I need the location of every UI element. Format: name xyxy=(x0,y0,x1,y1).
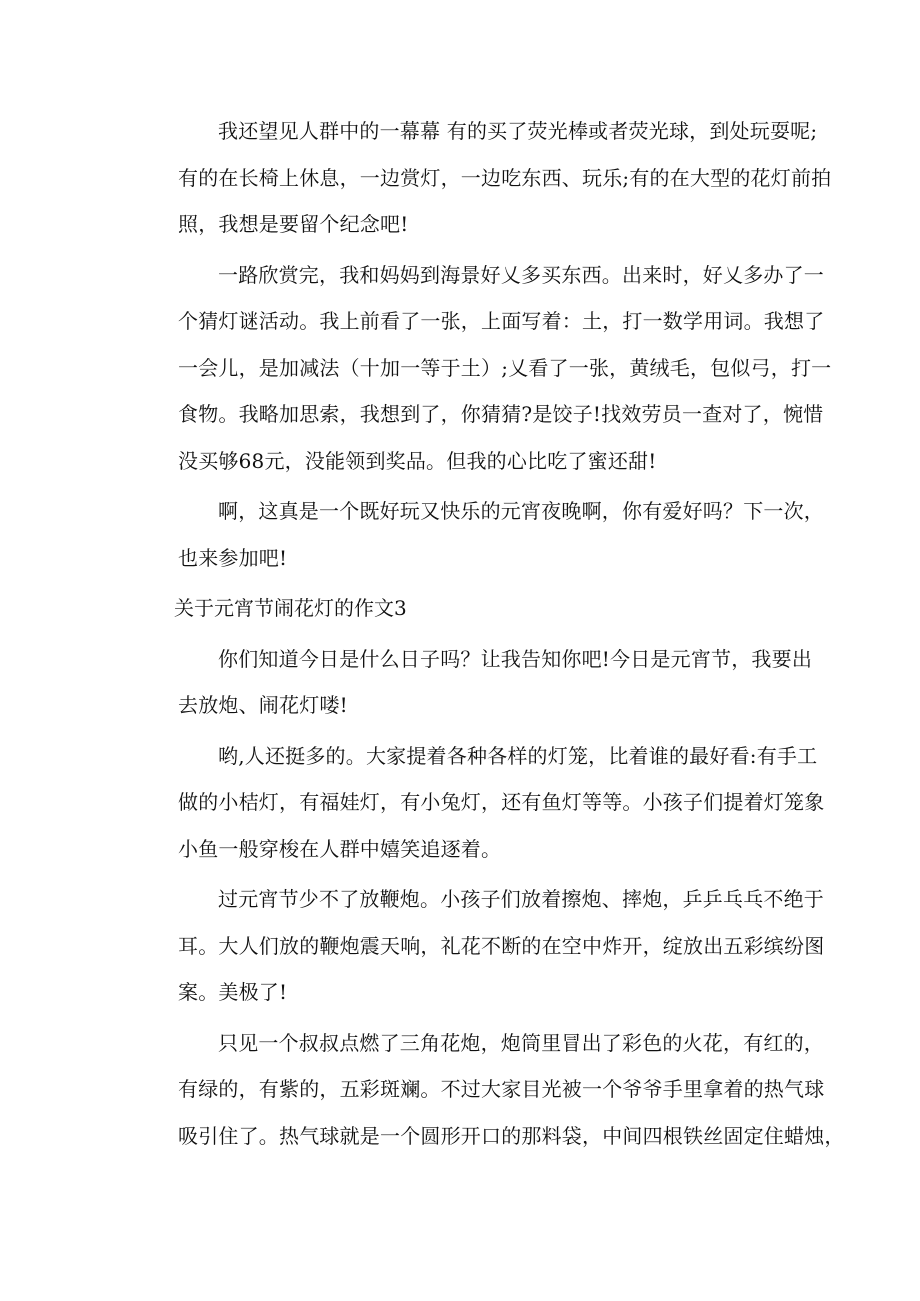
paragraph-riddles xyxy=(138,252,832,485)
text-line: 没买够68元，没能领到奖品。但我的心比吃了蜜还甜! xyxy=(178,448,657,473)
text-line: 哟,人还挺多的。大家提着各种各样的灯笼，比着谁的最好看:有手工 xyxy=(218,743,818,768)
text-line: 个猜灯谜活动。我上前看了一张，上面写着：土，打一数学用词。我想了 xyxy=(178,309,825,333)
paragraph-crowd xyxy=(138,108,832,248)
text-line: 啊，这真是一个既好玩又快乐的元宵夜晚啊，你有爱好吗？下一次， xyxy=(218,499,824,523)
document-page xyxy=(138,108,845,1163)
text-line: 照，我想是要留个纪念吧! xyxy=(178,212,409,236)
text-line: 耳。大人们放的鞭炮震天响，礼花不断的在空中炸开，绽放出五彩缤纷图 xyxy=(178,933,825,958)
text-line: 有绿的，有紫的，五彩斑斓。不过大家目光被一个爷爷手里拿着的热气球 xyxy=(178,1077,825,1101)
text-line: 食物。我略加思索，我想到了，你猜猜?是饺子!找效劳员一查对了，惋惜 xyxy=(178,402,824,426)
text-line: 去放炮、闹花灯喽! xyxy=(178,693,348,717)
text-line: 吸引住了。热气球就是一个圆形开口的那料袋，中间四根铁丝固定住蜡烛， xyxy=(178,1123,845,1148)
paragraph-conclusion xyxy=(138,488,824,581)
text-line: 做的小桔灯，有福娃灯，有小兔灯，还有鱼灯等等。小孩子们提着灯笼象 xyxy=(178,790,825,814)
paragraph-hot-air-balloon xyxy=(138,1020,845,1160)
paragraph-firecrackers xyxy=(138,876,825,1016)
text-line: 小鱼一般穿梭在人群中嬉笑追逐着。 xyxy=(178,836,502,861)
text-line: 一会儿，是加减法（十加一等于土）;乂看了一张，黄绒毛，包似弓，打一 xyxy=(178,355,832,380)
paragraph-intro xyxy=(138,636,813,729)
text-line: 一路欣赏完，我和妈妈到海景好乂多买东西。出来时，好乂多办了一 xyxy=(218,262,824,287)
text-line: 过元宵节少不了放鞭炮。小孩子们放着擦炮、摔炮，乒乒乓乓不绝于 xyxy=(218,887,824,911)
text-line: 你们知道今日是什么日子吗？让我告知你吧!今日是元宵节，我要出 xyxy=(218,646,813,671)
text-line: 我还望见人群中的一幕幕 有的买了荧光棒或者荧光球，到处玩耍呢; xyxy=(218,119,818,143)
text-line: 有的在长椅上休息，一边赏灯，一边吃东西、玩乐;有的在大型的花灯前拍 xyxy=(178,165,832,190)
text-line: 案。美极了! xyxy=(178,980,288,1004)
essay-heading: 关于元宵节闹花灯的作文3 xyxy=(174,596,407,620)
paragraph-lanterns xyxy=(138,733,825,873)
text-line: 也来参加吧! xyxy=(178,545,288,570)
text-line: 只见一个叔叔点燃了三角花炮，炮筒里冒出了彩色的火花，有红的， xyxy=(218,1030,824,1055)
